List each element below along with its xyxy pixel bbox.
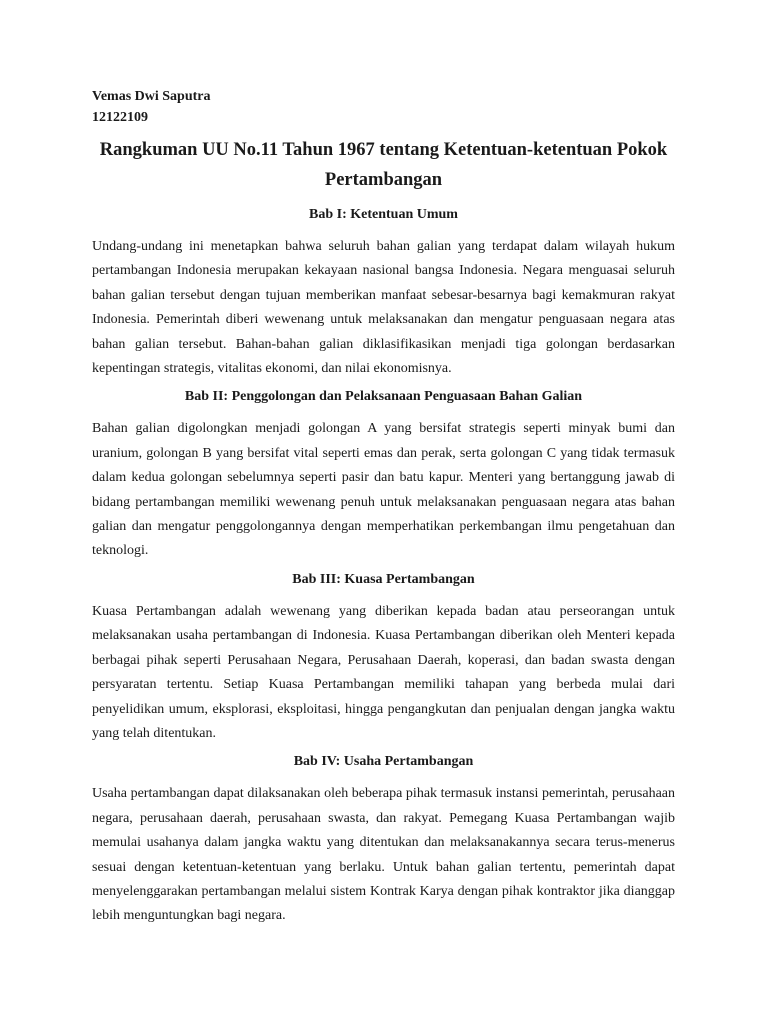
- chapter-3-heading: Bab III: Kuasa Pertambangan: [292, 571, 475, 587]
- chapter-1-paragraph: Undang-undang ini menetapkan bahwa seluruh bahan galian yang terdapat dalam wilayah hukum pertambangan Indonesia merupakan kekayaan nasional bangsa Indonesia. Negara menguasai seluruh bahan galian tersebut dengan tujuan memberikan manfaat sebesar-besarnya bagi kemakmuran rakyat Indonesia. Pemerintah diberi wewenang untuk melaksanakan dan mengatur penguasaan negara atas bahan galian tersebut. Bahan-bahan galian diklasifikasikan menjadi tiga golongan berdasarkan kepentingan strategis, vitalitas ekonomi, dan nilai ekonomisnya.: [92, 239, 675, 377]
- chapter-1-heading: Bab I: Ketentuan Umum: [309, 207, 458, 222]
- document-body: [92, 86, 675, 935]
- chapter-2-paragraph: Bahan galian digolongkan menjadi golongan A yang bersifat strategis seperti minyak bumi dan uranium, golongan B yang bersifat vital seperti emas dan perak, serta golongan C yang tidak termasuk dalam kedua golongan sebelumnya seperti pasir dan batu kapur. Menteri yang bertanggung jawab di bidang pertambangan memiliki wewenang penuh untuk melaksanakan penguasaan negara atas bahan galian dan mengatur penggolongannya dengan memperhatikan perkembangan ilmu pengetahuan dan teknologi.: [92, 421, 675, 559]
- chapter-2-heading: Bab II: Penggolongan dan Pelaksanaan Penguasaan Bahan Galian: [184, 389, 583, 405]
- student-id: 12122109: [92, 110, 148, 125]
- chapter-4-paragraph: Usaha pertambangan dapat dilaksanakan oleh beberapa pihak termasuk instansi pemerintah, perusahaan negara, perusahaan daerah, perusahaan swasta, dan rakyat. Pemegang Kuasa Pertambangan wajib memulai usahanya dalam jangka waktu yang ditentukan dan melaksanakannya secara terus-menerus sesuai dengan ketentuan-ketentuan yang berlaku. Untuk bahan galian tertentu, pemerintah dapat menyelenggarakan pertambangan melalui sistem Kontrak Karya dengan pihak kontraktor jika dianggap lebih menguntungkan bagi negara.: [92, 786, 675, 924]
- author-name: Vemas Dwi Saputra: [92, 89, 211, 104]
- chapter-3-paragraph: Kuasa Pertambangan adalah wewenang yang diberikan kepada badan atau perseorangan untuk melaksanakan usaha pertambangan di Indonesia. Kuasa Pertambangan diberikan oleh Menteri kepada berbagai pihak seperti Perusahaan Negara, Perusahaan Daerah, koperasi, dan badan swasta dengan persyaratan tertentu. Setiap Kuasa Pertambangan memiliki tahapan yang berbeda mulai dari penyelidikan umum, eksplorasi, eksploitasi, hingga pengangkutan dan penjualan dengan jangka waktu yang telah ditentukan.: [92, 603, 675, 741]
- chapter-4-heading: Bab IV: Usaha Pertambangan: [293, 754, 474, 770]
- document-title: Rangkuman UU No.11 Tahun 1967 tentang Ketentuan-ketentuan Pokok Pertambangan: [99, 140, 668, 190]
